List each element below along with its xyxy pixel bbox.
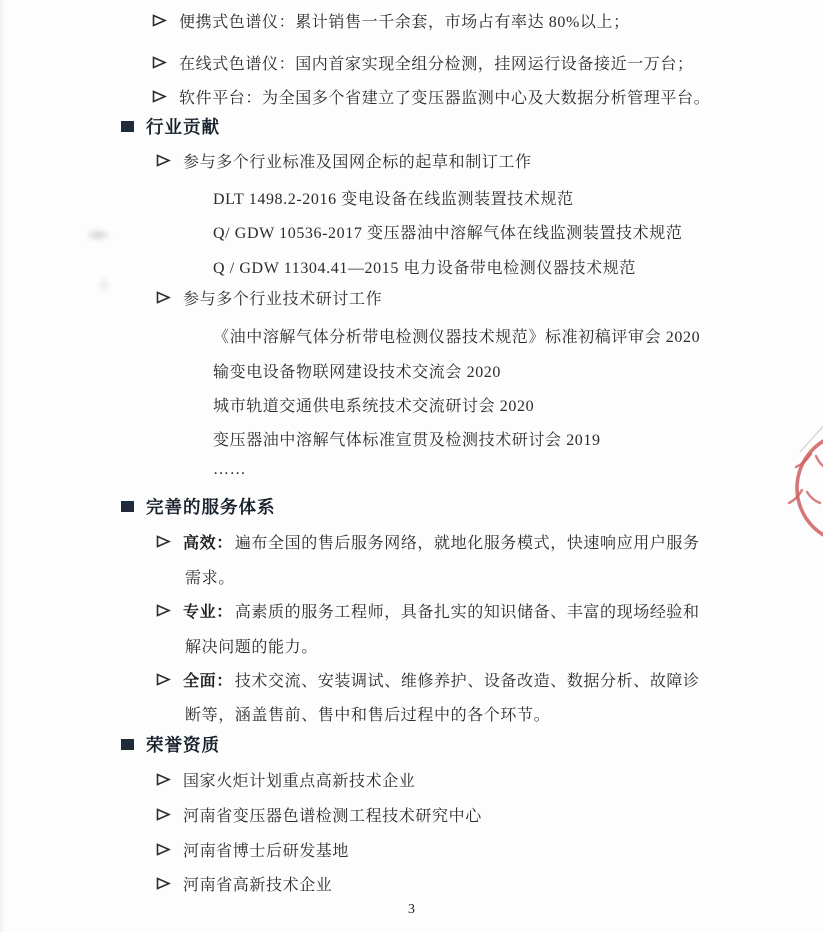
arrow-bullet-icon bbox=[152, 90, 167, 103]
square-bullet-icon bbox=[121, 739, 134, 750]
doc-line bbox=[156, 836, 349, 862]
arrow-bullet-icon bbox=[156, 673, 171, 686]
line-text: …… bbox=[213, 461, 247, 478]
line-text: 输变电设备物联网建设技术交流会 2020 bbox=[213, 363, 502, 381]
arrow-bullet-icon bbox=[152, 14, 167, 27]
doc-line bbox=[152, 7, 630, 33]
line-text: Q/ GDW 10536-2017 变压器油中溶解气体在线监测装置技术规范 bbox=[213, 224, 683, 242]
line-text: Q / GDW 11304.41—2015 电力设备带电检测仪器技术规范 bbox=[213, 259, 636, 277]
doc-line bbox=[156, 528, 700, 554]
arrow-bullet-icon bbox=[156, 877, 171, 890]
doc-line bbox=[152, 83, 710, 109]
line-text: 技术交流、安装调试、维修养护、设备改造、数据分析、故障诊 bbox=[234, 672, 700, 690]
line-text: 河南省高新技术企业 bbox=[183, 876, 333, 894]
arrow-bullet-icon bbox=[156, 843, 171, 856]
doc-line bbox=[156, 284, 382, 310]
line-text: 在线式色谱仪：国内首家实现全组分检测，挂网运行设备接近一万台； bbox=[179, 55, 694, 73]
doc-line bbox=[156, 870, 332, 896]
arrow-bullet-icon bbox=[156, 808, 171, 821]
line-text: 解决问题的能力。 bbox=[185, 638, 318, 656]
doc-line bbox=[213, 457, 246, 483]
arrow-bullet-icon bbox=[156, 154, 171, 167]
doc-line bbox=[213, 184, 574, 210]
arrow-bullet-icon bbox=[156, 604, 171, 617]
doc-line bbox=[213, 391, 534, 417]
arrow-bullet-icon bbox=[156, 773, 171, 786]
scan-edge-shadow bbox=[0, 0, 5, 932]
doc-line bbox=[156, 766, 415, 792]
page-number: 3 bbox=[408, 902, 415, 917]
line-text: 参与多个行业技术研讨工作 bbox=[183, 290, 383, 308]
line-text: 高素质的服务工程师，具备扎实的知识储备、丰富的现场经验和 bbox=[234, 603, 700, 621]
line-text: 变压器油中溶解气体标准宣贯及检测技术研讨会 2019 bbox=[213, 431, 601, 449]
section-header bbox=[121, 731, 220, 757]
line-lead-label: 高效： bbox=[183, 534, 233, 552]
section-header bbox=[121, 113, 220, 139]
doc-line bbox=[185, 563, 235, 589]
line-lead-label: 全面： bbox=[183, 672, 233, 690]
doc-line bbox=[213, 357, 501, 383]
doc-line bbox=[213, 218, 682, 244]
red-seal-stamp bbox=[778, 402, 823, 552]
scan-smudge bbox=[97, 276, 111, 294]
doc-line bbox=[185, 700, 550, 726]
line-text: DLT 1498.2-2016 变电设备在线监测装置技术规范 bbox=[213, 190, 574, 208]
line-text: 参与多个行业标准及国网企标的起草和制订工作 bbox=[183, 153, 532, 171]
square-bullet-icon bbox=[121, 121, 134, 132]
arrow-bullet-icon bbox=[156, 535, 171, 548]
scan-smudge bbox=[84, 228, 112, 242]
section-header bbox=[121, 493, 276, 519]
line-text: 河南省博士后研发基地 bbox=[183, 842, 350, 860]
arrow-bullet-icon bbox=[156, 291, 171, 304]
line-text: 河南省变压器色谱检测工程技术研究中心 bbox=[183, 807, 482, 825]
arrow-bullet-icon bbox=[152, 56, 167, 69]
doc-line bbox=[185, 632, 318, 658]
line-text: 城市轨道交通供电系统技术交流研讨会 2020 bbox=[213, 397, 535, 415]
line-text: 荣誉资质 bbox=[146, 734, 220, 755]
line-text: 行业贡献 bbox=[146, 116, 220, 137]
doc-line bbox=[152, 49, 694, 75]
square-bullet-icon bbox=[121, 501, 134, 512]
doc-line bbox=[213, 425, 601, 451]
line-text: 断等，涵盖售前、售中和售后过程中的各个环节。 bbox=[185, 706, 551, 724]
doc-line bbox=[213, 253, 636, 279]
doc-line bbox=[213, 322, 700, 348]
doc-line bbox=[156, 666, 700, 692]
line-text: 完善的服务体系 bbox=[146, 496, 276, 517]
line-text: 便携式色谱仪：累计销售一千余套，市场占有率达 80%以上； bbox=[179, 13, 630, 31]
line-text: 软件平台：为全国多个省建立了变压器监测中心及大数据分析管理平台。 bbox=[179, 89, 711, 107]
line-text: 遍布全国的售后服务网络，就地化服务模式，快速响应用户服务 bbox=[234, 534, 700, 552]
line-lead-label: 专业： bbox=[183, 603, 233, 621]
doc-line bbox=[156, 597, 700, 623]
line-text: 需求。 bbox=[185, 569, 235, 587]
line-text: 国家火炬计划重点高新技术企业 bbox=[183, 772, 416, 790]
doc-line bbox=[156, 801, 482, 827]
doc-line bbox=[156, 147, 532, 173]
line-text: 《油中溶解气体分析带电检测仪器技术规范》标准初稿评审会 2020 bbox=[213, 328, 701, 346]
